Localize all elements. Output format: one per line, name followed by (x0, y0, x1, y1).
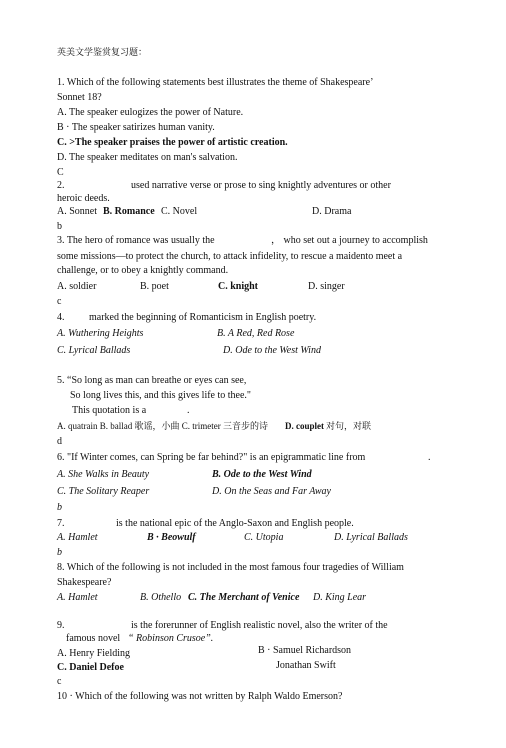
q1-stem-line2: Sonnet 18? (57, 92, 102, 103)
q1-option-a: A. The speaker eulogizes the power of Nature. (57, 107, 244, 118)
q5-options-abc: A. quatrain B. ballad 歌谣，小曲 C. trimeter 三音步的诗 (57, 421, 268, 431)
q2-option-b: B. Romance (103, 206, 155, 217)
q6-option-b: B. Ode to the West Wind (212, 469, 312, 480)
q6-stem-end: . (428, 452, 431, 463)
q2-answer: b (57, 221, 62, 232)
q9-number: 9. (57, 620, 65, 631)
q4-option-c: C. Lyrical Ballads (57, 345, 131, 356)
q5-answer: d (57, 436, 62, 447)
q2-stem-line1: used narrative verse or prose to sing knightly adventures or other (131, 180, 391, 191)
q3-option-c: C. knight (218, 281, 259, 292)
q4-option-a: A. Wuthering Heights (57, 328, 144, 339)
q7-number: 7. (57, 518, 65, 529)
q7-option-d: D. Lyrical Ballads (334, 532, 408, 543)
q9-option-d: Jonathan Swift (276, 660, 336, 671)
q8-option-b: B. Othello (140, 592, 182, 603)
q3-stem-line2: some missions—to protect the church, to attack infidelity, to rescue a maidento meet a (57, 251, 403, 262)
q5-option-d-cn: 对句，对联 (326, 421, 372, 431)
q5-stem-a: This quotation is a (72, 405, 147, 416)
q3-stem-line3: challenge, or to obey a knightly command. (57, 265, 229, 276)
q1-option-d: D. The speaker meditates on man's salvation. (57, 152, 238, 163)
q2-option-a: A. Sonnet (57, 206, 97, 217)
q1-answer: C (57, 167, 64, 178)
q2-stem-line2: heroic deeds. (57, 193, 110, 204)
q6-option-c: C. The Solitary Reaper (57, 486, 150, 497)
q4-stem: marked the beginning of Romanticism in English poetry. (89, 312, 317, 323)
q8-stem-line1: 8. Which of the following is not included in the most famous four tragedies of William (57, 562, 404, 573)
q3-option-d: D. singer (308, 281, 345, 292)
q9-stem-line2a: famous novel (66, 633, 121, 644)
page-title: 英美文学鉴赏复习题： (57, 47, 148, 57)
q10-stem: 10 · Which of the following was not written by Ralph Waldo Emerson? (57, 691, 343, 702)
q7-option-b: B · Beowulf (147, 532, 196, 543)
q6-answer: b (57, 502, 62, 513)
q9-option-a: A. Henry Fielding (57, 648, 131, 659)
q3-answer: c (57, 296, 62, 307)
q9-option-b: B · Samuel Richardson (258, 645, 352, 656)
q5-quote-line1: 5. “So long as man can breathe or eyes can see, (57, 375, 247, 386)
q9-answer: c (57, 676, 62, 687)
q5-quote-line2: So long lives this, and this gives life to thee." (70, 390, 252, 401)
q5-option-d: D. couplet (285, 421, 324, 431)
q6-option-a: A. She Walks in Beauty (57, 469, 150, 480)
q7-answer: b (57, 547, 62, 558)
q6-stem: 6. "If Winter comes, can Spring be far behind?" is an epigrammatic line from (57, 452, 366, 463)
q2-option-c: C. Novel (161, 206, 198, 217)
q9-stem-line2b: “ Robinson Crusoe”. (128, 633, 214, 644)
q3-stem-line1a: 3. The hero of romance was usually the (57, 235, 215, 246)
q1-option-b: B · The speaker satirizes human vanity. (57, 122, 215, 133)
q9-option-c: C. Daniel Defoe (57, 662, 124, 673)
q5-stem-b: . (187, 405, 190, 416)
q4-number: 4. (57, 312, 65, 323)
q8-option-a: A. Hamlet (57, 592, 98, 603)
q8-option-c: C. The Merchant of Venice (188, 592, 300, 603)
q2-option-d: D. Drama (312, 206, 352, 217)
q3-option-a: A. soldier (57, 281, 97, 292)
q6-option-d: D. On the Seas and Far Away (212, 486, 331, 497)
q8-stem-line2: Shakespeare? (57, 577, 112, 588)
q7-option-a: A. Hamlet (57, 532, 98, 543)
q8-option-d: D. King Lear (313, 592, 367, 603)
q1-option-c: C. >The speaker praises the power of artistic creation. (57, 137, 288, 148)
q4-option-b: B. A Red, Red Rose (217, 328, 295, 339)
q3-option-b: B. poet (140, 281, 169, 292)
q7-option-c: C. Utopia (244, 532, 284, 543)
q4-option-d: D. Ode to the West Wind (223, 345, 321, 356)
q7-stem: is the national epic of the Anglo-Saxon and English people. (116, 518, 354, 529)
q2-number: 2. (57, 180, 65, 191)
q9-stem-line1: is the forerunner of English realistic novel, also the writer of the (131, 620, 388, 631)
q1-stem-line1: 1. Which of the following statements best illustrates the theme of Shakespeare’ (57, 77, 374, 88)
q3-stem-line1b: ， who set out a journey to accomplish (271, 235, 428, 246)
